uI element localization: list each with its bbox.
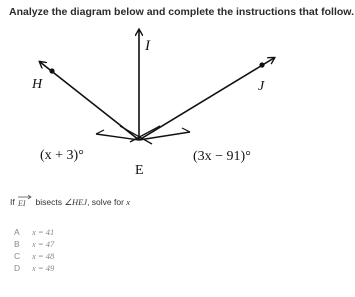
choice-d[interactable]	[14, 262, 54, 274]
choice-text: x = 47	[32, 239, 55, 249]
choice-letter: B	[14, 239, 20, 249]
label-e: E	[135, 163, 144, 178]
ray-symbol	[17, 195, 33, 207]
angle-symbol: ∠	[64, 197, 72, 207]
point-j	[259, 62, 264, 67]
choice-text: x = 41	[32, 227, 55, 237]
choice-text: x = 49	[32, 263, 55, 273]
point-h	[49, 68, 54, 73]
question-text	[10, 195, 130, 208]
question-middle: bisects	[35, 197, 62, 207]
angle-left-expression: (x + 3)°	[40, 148, 84, 163]
angle-name: HEJ	[71, 197, 88, 207]
choice-text: x = 48	[32, 251, 55, 261]
ray-ej	[139, 58, 274, 140]
choice-b[interactable]	[14, 238, 54, 250]
geometry-diagram	[0, 22, 355, 187]
question-suffix: , solve for	[87, 197, 124, 207]
answer-choices	[14, 226, 54, 274]
ray-name: EI	[18, 199, 26, 207]
choice-letter: D	[14, 263, 21, 273]
choice-letter: A	[14, 227, 20, 237]
question-variable: x	[126, 197, 131, 207]
label-h: H	[32, 77, 43, 92]
angle-right-expression: (3x − 91)°	[193, 149, 251, 164]
arrow-right-head	[182, 128, 190, 132]
arrow-left-head	[96, 130, 104, 134]
label-i: I	[145, 38, 150, 54]
choice-a[interactable]	[14, 226, 54, 238]
choice-letter: C	[14, 251, 21, 261]
instruction-text: Analyze the diagram below and complete the instructions that follow.	[9, 6, 354, 18]
question-prefix: If	[10, 197, 15, 207]
choice-c[interactable]	[14, 250, 54, 262]
label-j: J	[258, 79, 265, 94]
